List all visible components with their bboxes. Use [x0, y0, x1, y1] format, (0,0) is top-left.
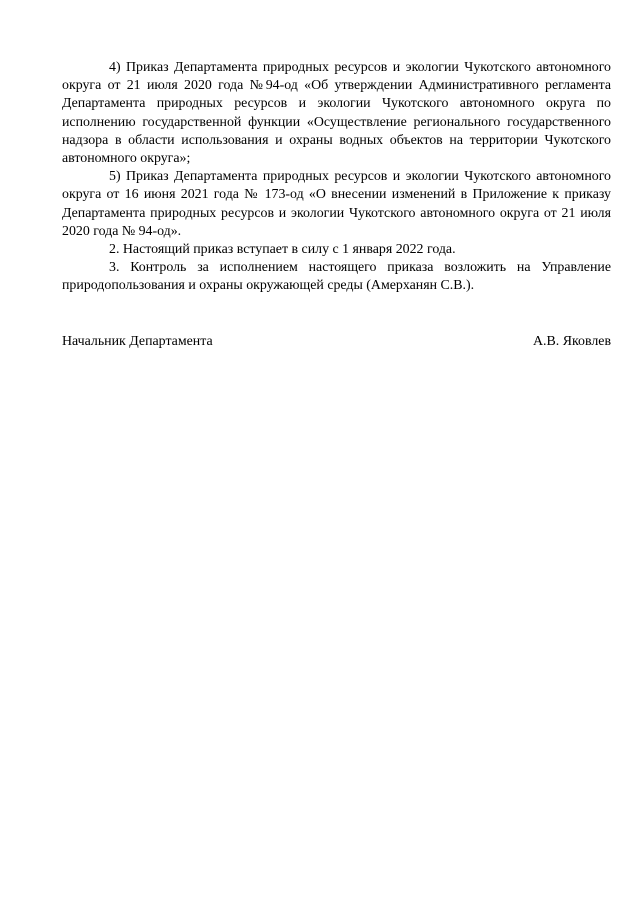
- paragraph-effective-date: 2. Настоящий приказ вступает в силу с 1 января 2022 года.: [109, 242, 456, 258]
- signer-position: Начальник Департамента: [62, 334, 213, 349]
- signature-block: [62, 333, 611, 351]
- signer-name: А.В. Яковлев: [533, 334, 611, 349]
- paragraph-item-5: 5) Приказ Департамента природных ресурсов и экологии Чукотского автономного округа от 16 июня 2021 года № 173-од «О внесении изменений в Приложение к приказу Департамента природных ресурсов и экологии Чукотского автономного округа от 21 июля 2020 года № 94-од».: [62, 169, 611, 239]
- paragraph-control: 3. Контроль за исполнением настоящего приказа возложить на Управление природопользования и охраны окружающей среды (Амерханян С.В.).: [62, 260, 611, 294]
- paragraph-item-4: 4) Приказ Департамента природных ресурсов и экологии Чукотского автономного округа от 21 июля 2020 года №94-од «Об утверждении Административного регламента Департамента природных ресурсов и экологии Чукотского автономного округа по исполнению государственной функции «Осуществление регионального государственного надзора в области использования и охраны водных объектов на территории Чукотского автономного округа»;: [62, 60, 611, 167]
- document-body: [62, 59, 611, 296]
